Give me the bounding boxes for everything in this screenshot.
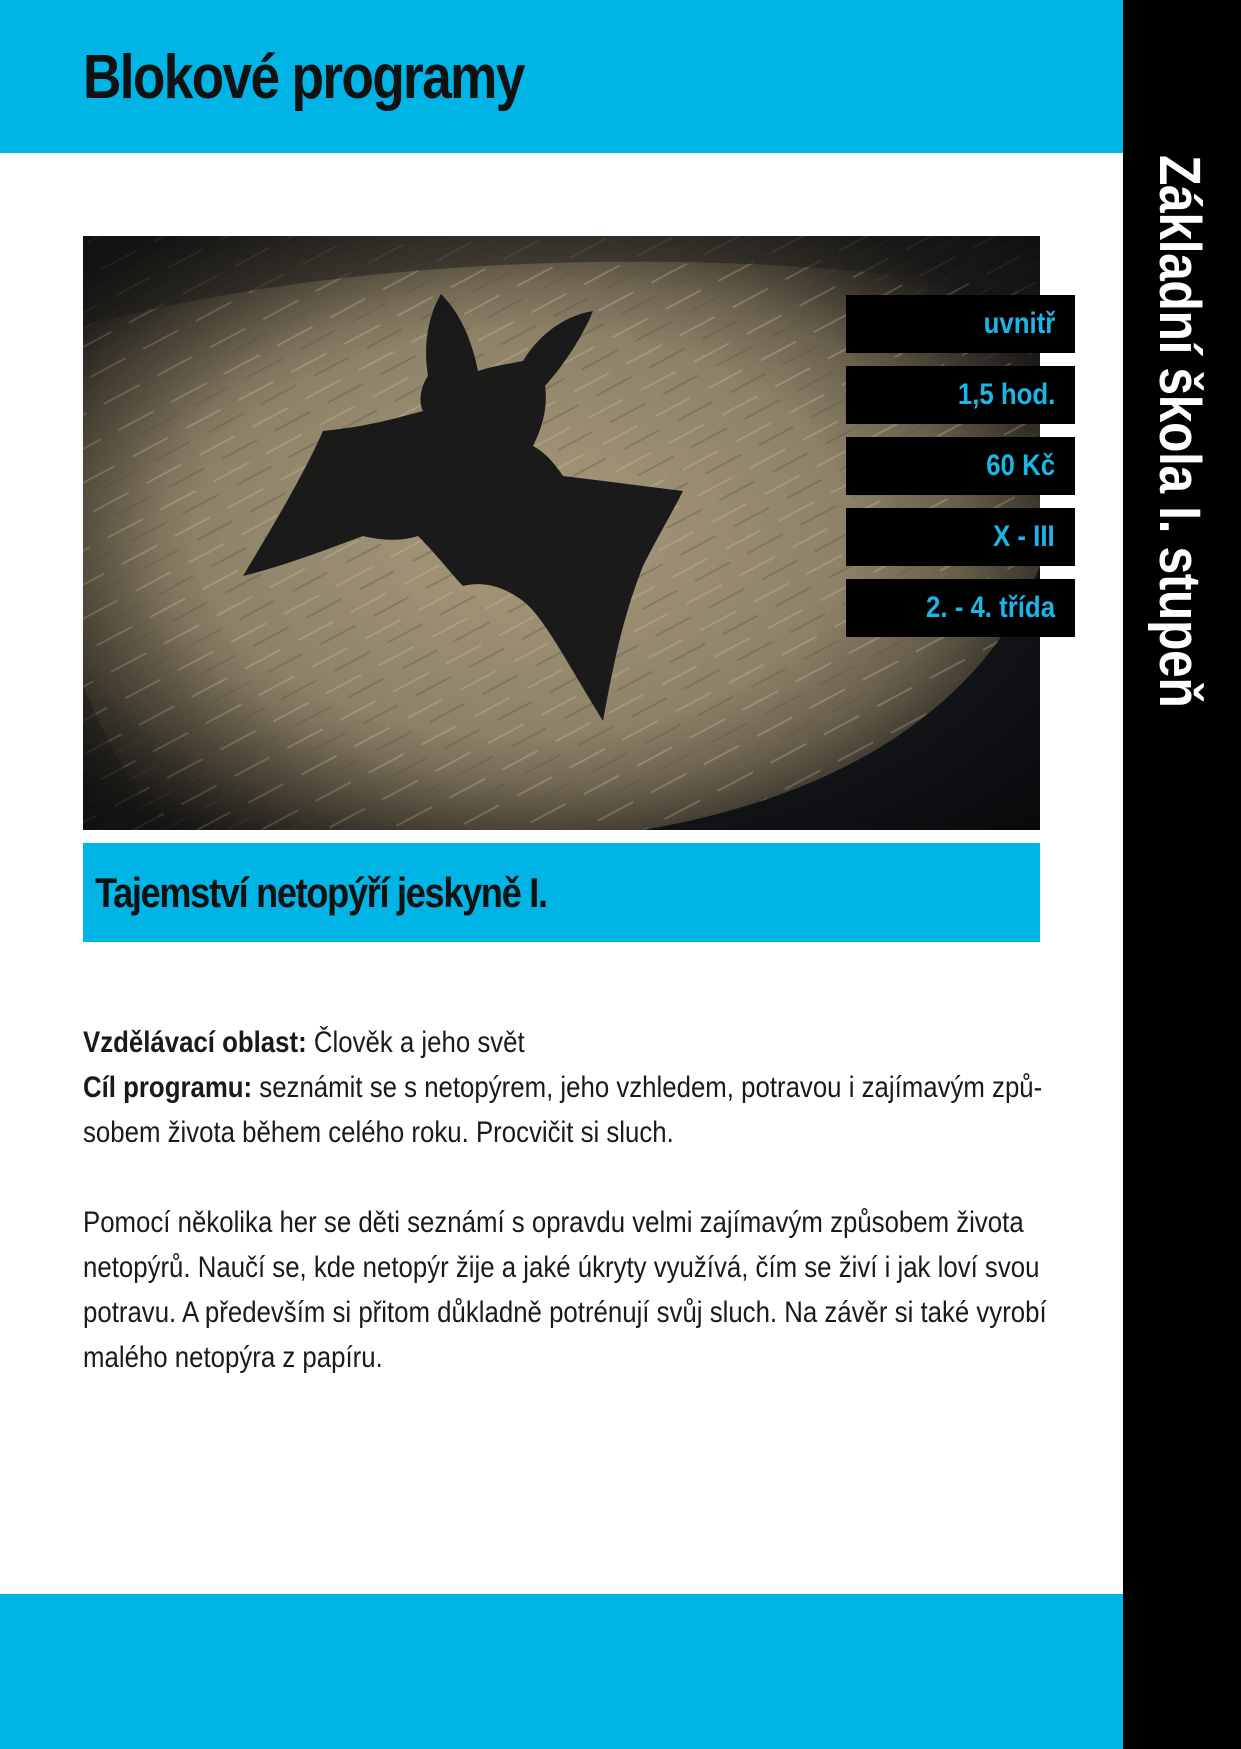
page-title: Blokové programy [83, 43, 524, 112]
program-details [83, 1020, 1043, 1155]
program-goal-line-2: sobem života během celého roku. Procvičit si sluch. [83, 1116, 674, 1149]
school-level-label: Základní škola I. stupeň [1147, 155, 1212, 708]
description-line: Pomocí několika her se děti seznámí s opravdu velmi zajímavým způsobem života [83, 1206, 1024, 1239]
description-line: potravu. A především si přitom důkladně potrénují svůj sluch. Na závěr si také vyrobí [83, 1296, 1047, 1329]
education-area-value: Člověk a jeho svět [306, 1026, 525, 1059]
info-tag-price: 60 Kč [846, 437, 1075, 495]
program-title: Tajemství netopýří jeskyně I. [95, 869, 547, 916]
education-area-label: Vzdělávací oblast: [83, 1026, 307, 1059]
program-title-band [83, 843, 1040, 942]
info-tag-grade: 2. - 4. třída [846, 579, 1075, 637]
footer-band [0, 1594, 1123, 1749]
header-band [0, 0, 1123, 153]
program-goal-label: Cíl programu: [83, 1071, 253, 1104]
info-tag-location: uvnitř [846, 295, 1075, 353]
info-tag-months: X - III [846, 508, 1075, 566]
description-line: malého netopýra z papíru. [83, 1341, 383, 1374]
education-area-line [83, 1020, 906, 1065]
description-line: netopýrů. Naučí se, kde netopýr žije a jaké úkryty využívá, čím se živí i jak loví svou [83, 1251, 1040, 1284]
program-description [83, 1200, 1047, 1380]
program-goal-value: seznámit se s netopýrem, jeho vzhledem, potravou i zajímavým způ- [252, 1071, 1043, 1104]
program-goal-line [83, 1065, 1043, 1110]
info-tag-duration: 1,5 hod. [846, 366, 1075, 424]
